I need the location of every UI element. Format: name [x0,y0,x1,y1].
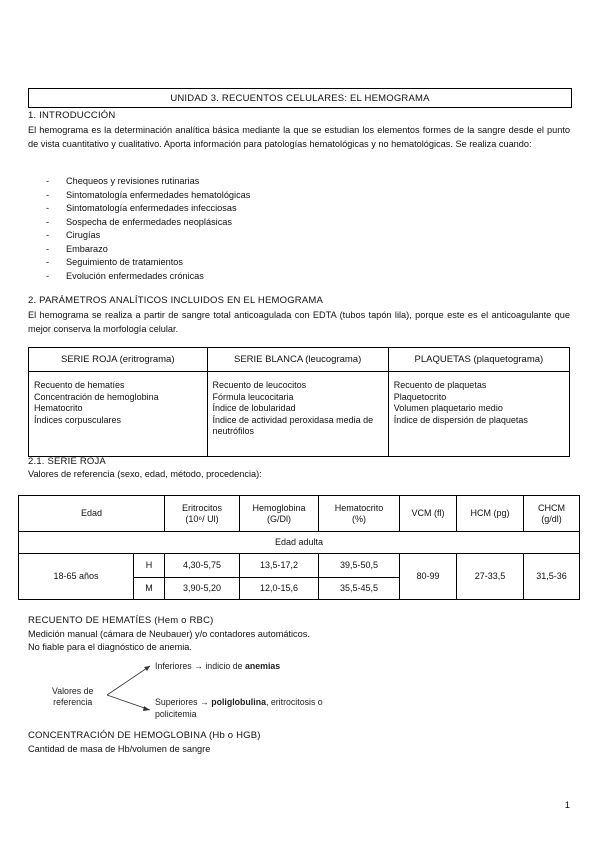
table-cell: 4,30-5,75 [165,554,240,578]
arrow-up-line [107,666,150,695]
sex-m: M [134,578,165,600]
header-plaquetas: PLAQUETAS (plaquetograma) [388,348,569,372]
plaquetas-cell: Recuento de plaquetas Plaquetocrito Volumen plaquetario medio Índice de dispersión de plaquetas [388,372,569,457]
arrow-down-line [107,695,150,710]
diagram-arrows [105,660,155,720]
list-item: - Sospecha de enfermedades neoplásicas [46,216,232,227]
parametros-paragraph: El hemograma se realiza a partir de sangre total anticoagulada con EDTA (tubos tapón lila), porque este es el anticoagulante que mejor conserva la morfología celular. [28,310,570,334]
intro-paragraph: El hemograma es la determinación analítica básica mediante la que se estudian los elementos formes de la sangre desde el punto de vista cuantitativo y cualitativo. Aporta información para patologías hematológicas y no hematológicas. Se realiza cuando: [28,125,570,149]
recuento-heading: RECUENTO DE HEMATÍES (Hem o RBC) [28,615,214,626]
serie-roja-cell: Recuento de hematíes Concentración de hemoglobina Hematocrito Índices corpusculares [29,372,208,457]
age-range: 18-65 años [19,554,134,600]
sex-h: H [134,554,165,578]
list-item: - Evolución enfermedades crónicas [46,270,204,281]
recuento-line-2: No fiable para el diagnóstico de anemia. [28,642,192,652]
reference-values-table [18,495,580,600]
col-hcm: HCM (pg) [457,496,524,532]
indications-list [28,176,250,284]
header-serie-roja: SERIE ROJA (eritrograma) [29,348,208,372]
list-item: - Seguimiento de tratamientos [46,257,183,267]
serie-roja-subtitle: Valores de referencia (sexo, edad, método, procedencia): [28,469,262,479]
page-number: 1 [564,800,570,811]
group-label: Edad adulta [19,532,580,554]
parametros-heading: 2. PARÁMETROS ANALÍTICOS INCLUIDOS EN EL HEMOGRAMA [28,295,324,306]
col-hematocrito: Hematocrito (%) [319,496,400,532]
list-item: - Chequeos y revisiones rutinarias [46,176,200,186]
col-vcm: VCM (fl) [400,496,457,532]
table-cell: 3,90-5,20 [165,578,240,600]
hemoglobina-heading: CONCENTRACIÓN DE HEMOGLOBINA (Hb o HGB) [28,730,261,741]
table-cell: 35,5-45,5 [319,578,400,600]
list-item: - Cirugías [46,230,101,240]
header-serie-blanca: SERIE BLANCA (leucograma) [207,348,388,372]
unit-title [28,88,572,108]
list-item: - Embarazo [46,243,108,254]
col-edad: Edad [19,496,165,532]
serie-roja-heading: 2.1. SERIE ROJA [28,456,106,467]
diagram-upper: Inferiores → indicio de anemias [155,661,281,671]
vcm-value: 80-99 [400,554,457,600]
parametros-table [28,347,570,457]
hcm-value: 27-33,5 [457,554,524,600]
list-item: - Sintomatología enfermedades infecciosas [46,203,237,213]
unit-title-text: UNIDAD 3. RECUENTOS CELULARES: EL HEMOGRAMA [170,92,430,104]
col-hemoglobina: Hemoglobina (G/Dl) [240,496,319,532]
col-chcm: CHCM (g/dl) [524,496,580,532]
intro-heading: 1. INTRODUCCIÓN [28,110,116,121]
serie-blanca-cell: Recuento de leucocitos Fórmula leucocitaria Índice de lobularidad Índice de actividad peroxidasa media de neutrófilos [207,372,388,457]
table-cell: 12,0-15,6 [240,578,319,600]
col-eritrocitos: Eritrocitos (10⁶/ Ul) [165,496,240,532]
arrow-up-head [144,666,150,671]
table-cell: 13,5-17,2 [240,554,319,578]
table-cell: 39,5-50,5 [319,554,400,578]
recuento-line-1: Medición manual (cámara de Neubauer) y/o contadores automáticos. [28,629,310,639]
arrow-down-head [143,706,150,711]
hemoglobina-line-1: Cantidad de masa de Hb/volumen de sangre [28,744,211,754]
chcm-value: 31,5-36 [524,554,580,600]
diagram-left-label: Valores de referencia [52,686,94,707]
diagram-lower: Superiores → poliglobulina, eritrocitosis o policitemia [155,697,323,719]
list-item: - Sintomatología enfermedades hematológicas [46,189,251,200]
